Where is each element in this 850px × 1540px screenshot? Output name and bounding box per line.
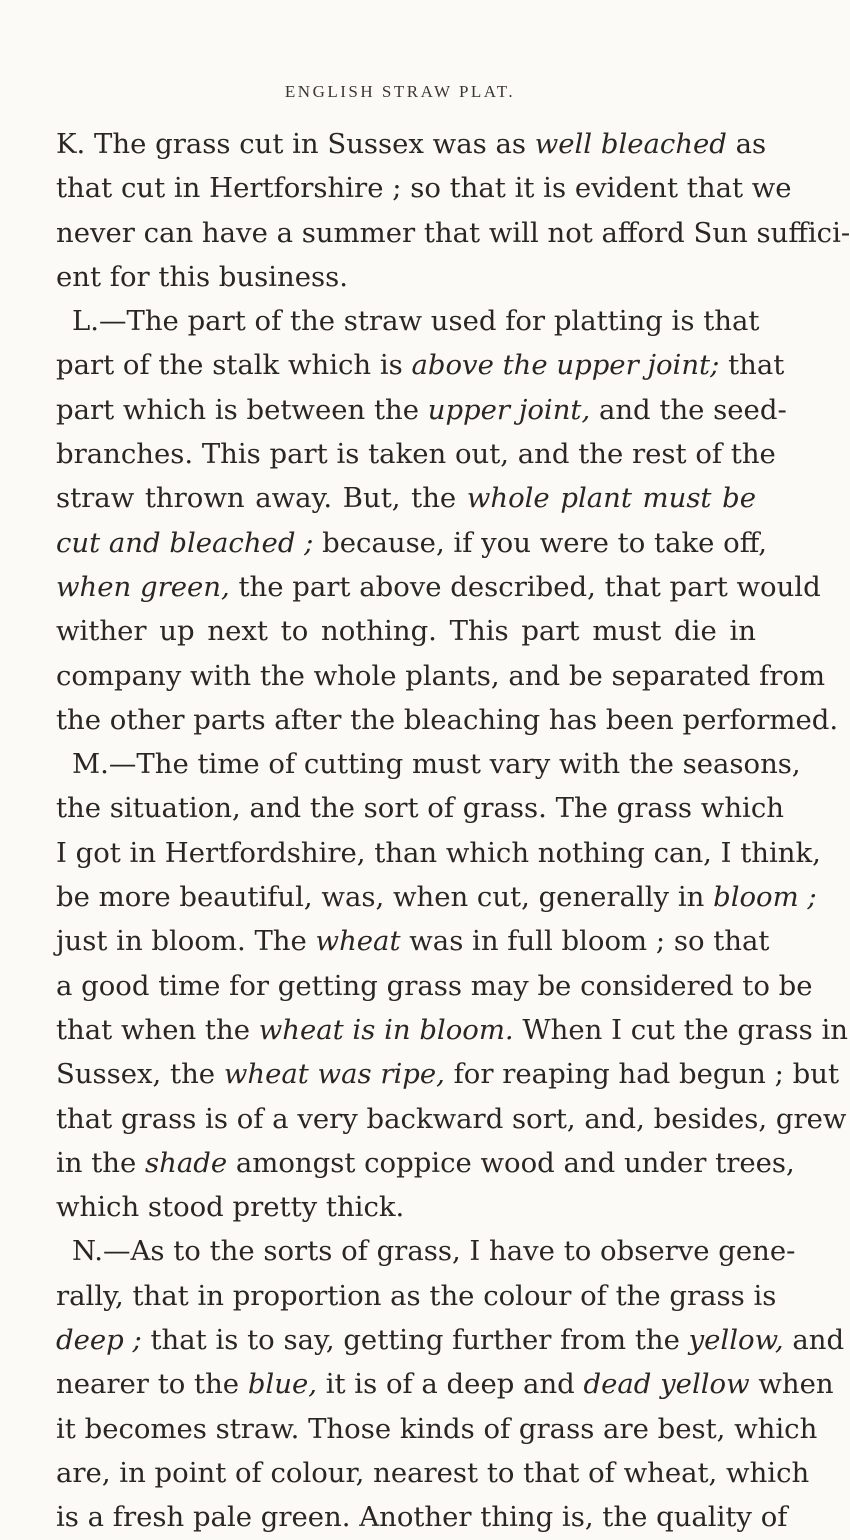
text-run: it becomes straw. Those kinds of grass are best, which <box>56 1412 818 1445</box>
text-run: a good time for getting grass may be considered to be <box>56 969 813 1002</box>
text-run: K. The grass cut in Sussex was as <box>56 128 535 160</box>
text-run: company with the whole plants, and be separated from <box>56 659 826 692</box>
text-run: and <box>783 1324 845 1357</box>
text-run: be more beautiful, was, when cut, generally in <box>56 881 714 914</box>
text-run: N.—As to the sorts of grass, I have to observe gene- <box>72 1235 796 1268</box>
text-run: nearer to the <box>56 1368 248 1401</box>
text-run: deep ; <box>56 1324 142 1357</box>
text-run: L.—The part of the straw used for platting is that <box>72 305 760 338</box>
text-run: the other parts after the bleaching has been performed. <box>56 703 839 736</box>
text-run: part of the stalk which is <box>56 349 412 382</box>
text-run: and the seed- <box>590 393 787 426</box>
text-line <box>56 521 767 565</box>
text-run: that when the <box>56 1013 259 1046</box>
text-line <box>56 1008 849 1052</box>
text-line <box>56 786 784 830</box>
text-run: are, in point of colour, nearest to that of wheat, which <box>56 1456 810 1489</box>
text-run: because, if you were to take off, <box>313 526 767 559</box>
text-run: when green, <box>56 570 230 603</box>
body-text <box>56 122 850 1540</box>
text-run: above the upper joint; <box>411 349 720 382</box>
text-line <box>56 565 821 609</box>
text-line <box>56 919 770 963</box>
text-run: bloom ; <box>713 881 817 914</box>
text-run: dead yellow <box>583 1368 750 1401</box>
text-line <box>56 964 813 1008</box>
text-run: well bleached <box>534 128 727 160</box>
text-line <box>56 166 792 210</box>
text-line <box>56 1185 756 1229</box>
text-run: shade <box>145 1146 228 1179</box>
text-line <box>56 1141 795 1185</box>
text-run: was in full bloom ; so that <box>400 925 770 958</box>
text-run: rally, that in proportion as the colour of the grass is <box>56 1279 777 1312</box>
text-run: yellow, <box>688 1324 784 1357</box>
text-line <box>56 609 756 653</box>
text-run: that grass is of a very backward sort, and, besides, grew <box>56 1102 847 1135</box>
text-run: wither up next to nothing. This part must die in <box>56 615 756 648</box>
text-run: is a fresh pale green. Another thing is, the quality of <box>56 1501 788 1534</box>
text-run: it is of a deep and <box>316 1368 584 1401</box>
text-run: Sussex, the <box>56 1058 224 1091</box>
text-run: whole plant must be <box>466 482 756 515</box>
text-line <box>56 1318 845 1362</box>
text-run: the part above described, that part would <box>229 570 821 603</box>
text-line <box>56 432 776 476</box>
text-line <box>56 122 767 166</box>
text-run: that is to say, getting further from the <box>141 1324 689 1357</box>
text-run: for reaping had begun ; but <box>444 1058 839 1091</box>
text-line <box>56 698 839 742</box>
text-line <box>56 831 821 875</box>
text-run: in the <box>56 1146 146 1179</box>
text-run: part which is between the <box>56 393 428 426</box>
text-run: as <box>726 128 767 160</box>
text-run: that cut in Hertforshire ; so that it is evident that we <box>56 172 792 205</box>
text-line <box>56 1407 818 1451</box>
text-run: I got in Hertfordshire, than which nothing can, I think, <box>56 836 821 869</box>
text-run: blue, <box>247 1368 317 1401</box>
running-head: ENGLISH STRAW PLAT. <box>284 82 516 101</box>
text-line <box>56 1495 788 1539</box>
text-line <box>56 1097 847 1141</box>
text-line <box>56 875 817 919</box>
text-line <box>56 654 826 698</box>
text-line <box>56 1274 777 1318</box>
text-line <box>56 1052 839 1096</box>
text-run: upper joint, <box>427 393 591 426</box>
text-line <box>56 211 850 255</box>
text-run: the situation, and the sort of grass. The grass which <box>56 792 784 825</box>
text-run: which stood pretty thick. <box>56 1191 405 1224</box>
text-run: amongst coppice wood and under trees, <box>227 1146 795 1179</box>
text-run: branches. This part is taken out, and the rest of the <box>56 438 776 471</box>
text-line <box>56 388 787 432</box>
text-run: M.—The time of cutting must vary with the seasons, <box>72 748 801 781</box>
text-run: wheat is in bloom. <box>258 1013 514 1046</box>
text-run: When I cut the grass in <box>513 1013 849 1046</box>
text-run: wheat <box>315 925 401 958</box>
text-run: just in bloom. The <box>56 925 316 958</box>
text-run: ent for this business. <box>56 260 348 293</box>
text-run: wheat was ripe, <box>223 1058 445 1091</box>
text-run: straw thrown away. But, the <box>56 482 467 515</box>
text-line <box>56 476 756 520</box>
text-run: never can have a summer that will not afford Sun suffici- <box>56 216 850 249</box>
text-run: that <box>719 349 785 382</box>
text-line <box>56 255 756 299</box>
text-run: cut and bleached ; <box>56 526 314 559</box>
text-line <box>56 742 801 786</box>
text-line <box>56 299 760 343</box>
text-line <box>56 1362 834 1406</box>
text-run: when <box>749 1368 834 1401</box>
text-line <box>56 1229 796 1273</box>
text-line <box>56 1451 810 1495</box>
text-line <box>56 343 785 387</box>
